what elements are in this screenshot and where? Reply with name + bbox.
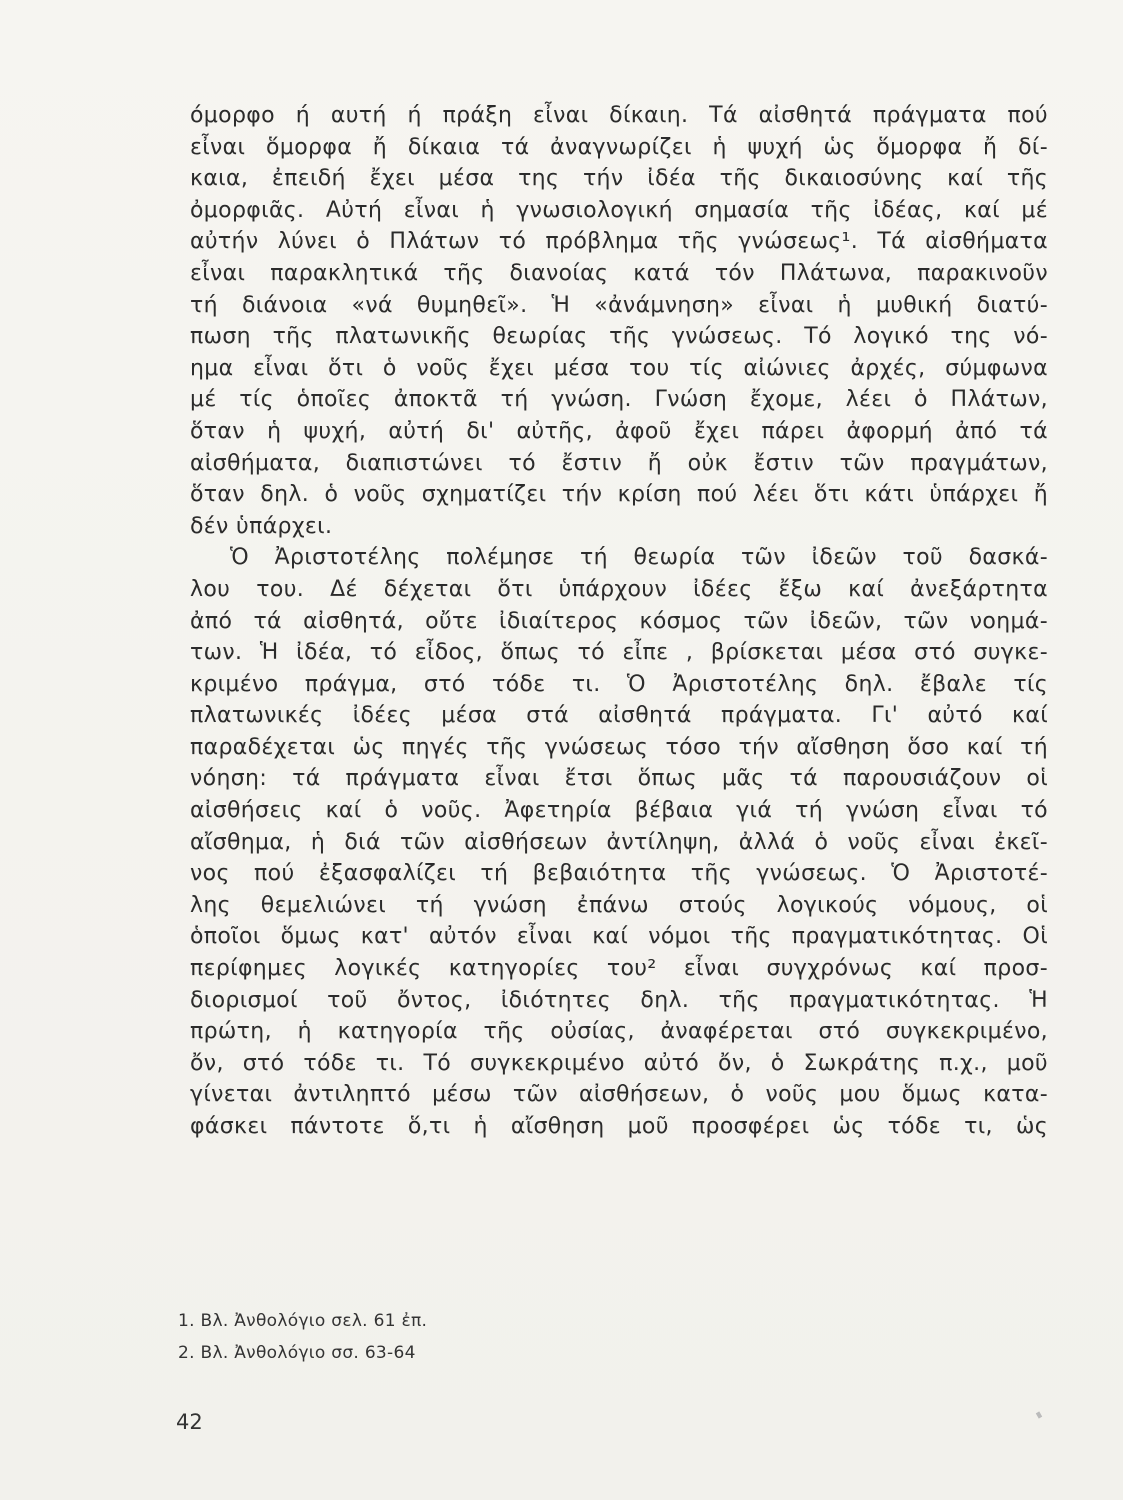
text-line: αἴσθημα, ἡ διά τῶν αἰσθήσεων ἀντίληψη, ἀλλά ὁ νοῦς εἶναι ἐκεῖ-: [190, 829, 1048, 855]
text-line: κριμένο πράγμα, στό τόδε τι. Ὁ Ἀριστοτέλης δηλ. ἔβαλε τίς: [190, 671, 1048, 697]
text-line: ὅταν δηλ. ὁ νοῦς σχηματίζει τήν κρίση πού λέει ὅτι κάτι ὑπάρχει ἤ: [190, 482, 1048, 508]
text-line: διορισμοί τοῦ ὄντος, ἰδιότητες δηλ. τῆς πραγματικότητας. Ἡ: [190, 987, 1048, 1013]
text-line: πωση τῆς πλατωνικῆς θεωρίας τῆς γνώσεως. Τό λογικό της νό-: [190, 324, 1048, 350]
text-line: ημα εἶναι ὅτι ὁ νοῦς ἔχει μέσα του τίς αἰώνιες ἀρχές, σύμφωνα: [190, 355, 1048, 381]
text-line: γίνεται ἀντιληπτό μέσω τῶν αἰσθήσεων, ὁ νοῦς μου ὅμως κατα-: [190, 1082, 1048, 1108]
text-line: εἶναι παρακλητικά τῆς διανοίας κατά τόν Πλάτωνα, παρακινοῦν: [190, 260, 1048, 286]
text-line: αὐτήν λύνει ὁ Πλάτων τό πρόβλημα τῆς γνώσεως¹. Τά αἰσθήματα: [190, 229, 1048, 255]
text-line: ὁποῖοι ὅμως κατ' αὐτόν εἶναι καί νόμοι τῆς πραγματικότητας. Οἱ: [190, 924, 1048, 950]
page-number: 42: [176, 1410, 203, 1434]
footnotes: [178, 1305, 878, 1369]
footnote-1: 1. Βλ. Ἀνθολόγιο σελ. 61 ἐπ.: [178, 1311, 428, 1331]
text-line: δέν ὑπάρχει.: [190, 513, 333, 539]
scan-speck: [1036, 1411, 1042, 1418]
text-line: περίφημες λογικές κατηγορίες του² εἶναι συγχρόνως καί προσ-: [190, 956, 1048, 982]
text-line: πλατωνικές ἰδέες μέσα στά αἰσθητά πράγματα. Γι' αὐτό καί: [190, 703, 1048, 729]
text-line: φάσκει πάντοτε ὅ,τι ἡ αἴσθηση μοῦ προσφέρει ὡς τόδε τι, ὡς: [190, 1114, 1048, 1139]
text-line: Ὁ Ἀριστοτέλης πολέμησε τή θεωρία τῶν ἰδεῶν τοῦ δασκά-: [230, 545, 1048, 571]
text-line: τή διάνοια «νά θυμηθεῖ». Ἡ «ἀνάμνηση» εἶναι ἡ μυθική διατύ-: [190, 292, 1048, 318]
text-line: ὅταν ἡ ψυχή, αὐτή δι' αὐτῆς, ἀφοῦ ἔχει πάρει ἀφορμή ἀπό τά: [190, 418, 1048, 444]
text-line: αἰσθήσεις καί ὁ νοῦς. Ἀφετηρία βέβαια γιά τή γνώση εἶναι τό: [190, 798, 1048, 824]
text-line: νόηση: τά πράγματα εἶναι ἔτσι ὅπως μᾶς τά παρουσιάζουν οἱ: [190, 766, 1048, 792]
paragraph-1: [190, 100, 1048, 542]
text-line: όμορφο ή αυτή ή πράξη εἶναι δίκαιη. Τά αἰσθητά πράγματα πού: [190, 103, 1048, 128]
text-line: νος πού ἐξασφαλίζει τή βεβαιότητα τῆς γνώσεως. Ὁ Ἀριστοτέ-: [190, 861, 1048, 887]
text-line: λου του. Δέ δέχεται ὅτι ὑπάρχουν ἰδέες ἔξω καί ἀνεξάρτητα: [190, 576, 1048, 602]
text-line: ἀπό τά αἰσθητά, οὔτε ἰδιαίτερος κόσμος τῶν ἰδεῶν, τῶν νοημά-: [190, 608, 1048, 634]
text-line: εἶναι ὅμορφα ἤ δίκαια τά ἀναγνωρίζει ἡ ψυχή ὡς ὅμορφα ἤ δί-: [190, 134, 1048, 160]
text-line: καια, ἐπειδή ἔχει μέσα της τήν ἰδέα τῆς δικαιοσύνης καί τῆς: [190, 166, 1048, 192]
text-line: πρώτη, ἡ κατηγορία τῆς οὐσίας, ἀναφέρεται στό συγκεκριμένο,: [190, 1019, 1048, 1045]
text-line: ὀμορφιᾶς. Αὐτή εἶναι ἡ γνωσιολογική σημασία τῆς ἰδέας, καί μέ: [190, 197, 1048, 223]
text-line: αἰσθήματα, διαπιστώνει τό ἔστιν ἤ οὐκ ἔστιν τῶν πραγμάτων,: [190, 450, 1048, 476]
text-line: των. Ἡ ἰδέα, τό εἶδος, ὅπως τό εἶπε , βρίσκεται μέσα στό συγκε-: [190, 640, 1048, 666]
text-line: παραδέχεται ὡς πηγές τῆς γνώσεως τόσο τήν αἴσθηση ὅσο καί τή: [190, 734, 1048, 760]
text-line: ὄν, στό τόδε τι. Τό συγκεκριμένο αὐτό ὄν, ὁ Σωκράτης π.χ., μοῦ: [190, 1050, 1048, 1076]
paragraph-2: [190, 542, 1048, 1142]
footnote-2: 2. Βλ. Ἀνθολόγιο σσ. 63-64: [178, 1343, 416, 1363]
text-line: λης θεμελιώνει τή γνώση ἐπάνω στούς λογικούς νόμους, οἱ: [190, 892, 1048, 918]
text-line: μέ τίς ὁποῖες ἀποκτᾶ τή γνώση. Γνώση ἔχομε, λέει ὁ Πλάτων,: [190, 387, 1048, 413]
body-text: [190, 100, 1048, 1143]
